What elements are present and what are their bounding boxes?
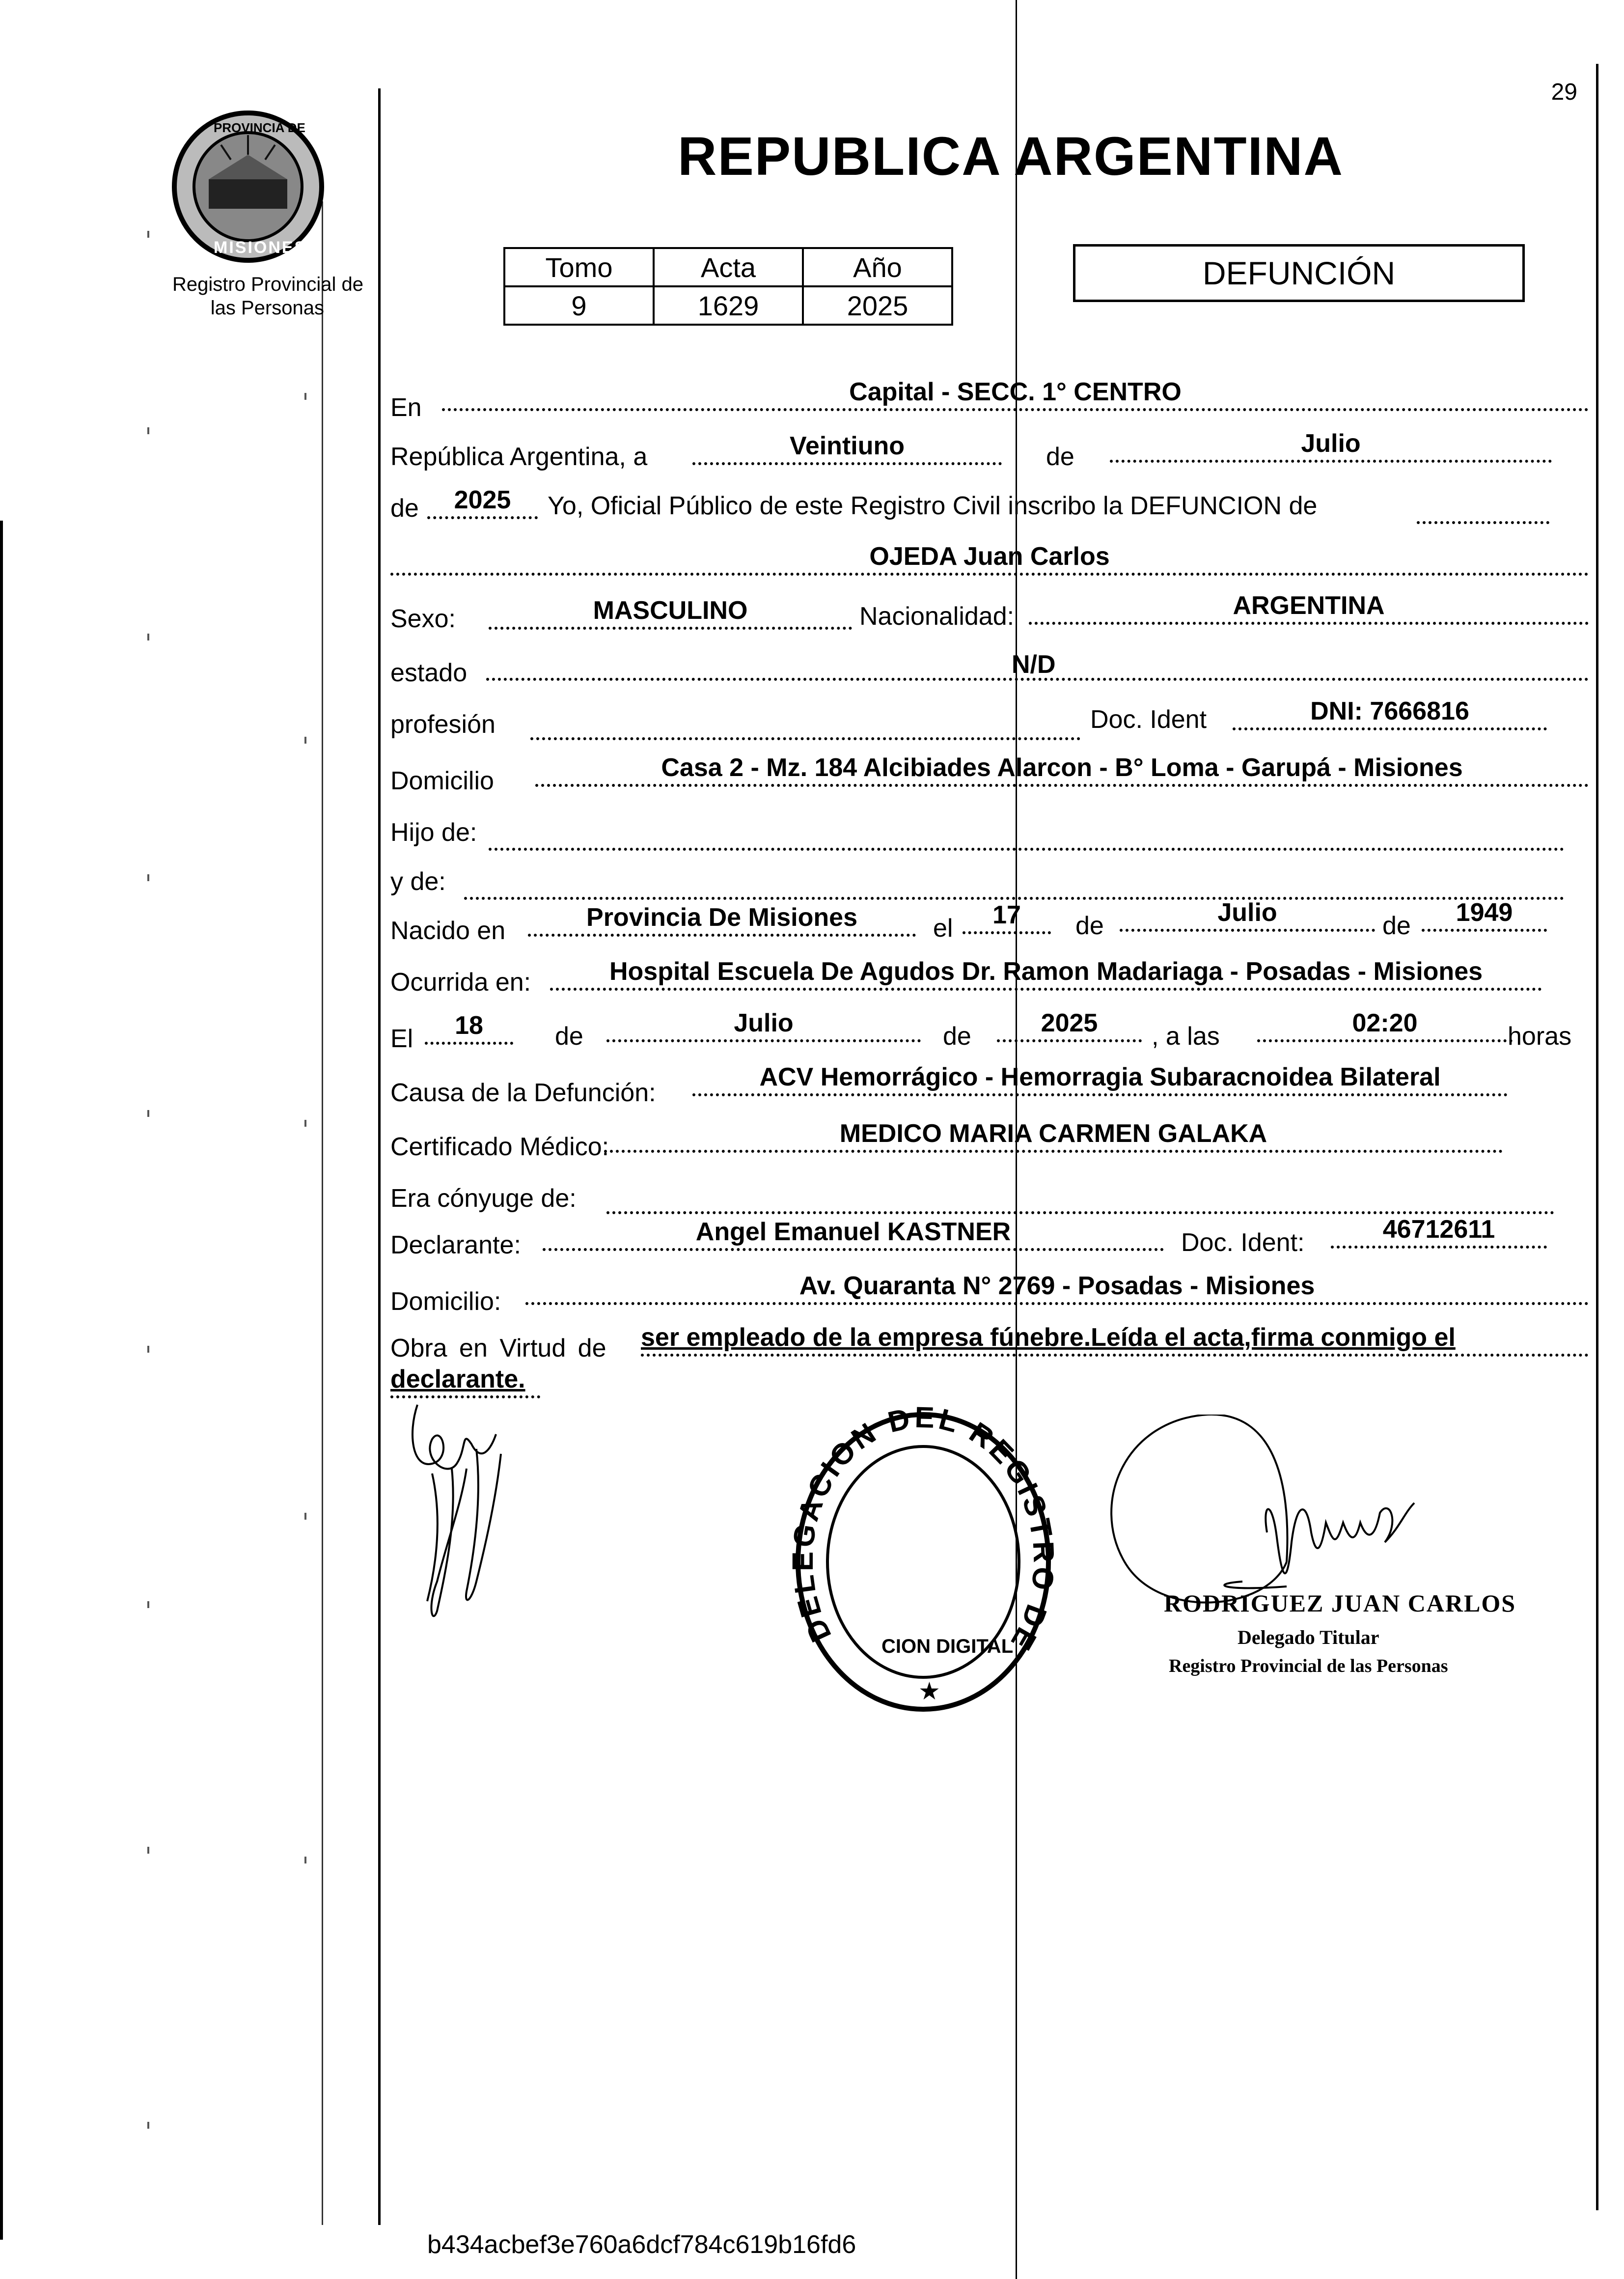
margin-tick — [304, 1857, 306, 1863]
obra-label: Obra en Virtud de — [390, 1334, 606, 1362]
registry-line-2: las Personas — [210, 297, 324, 319]
de-label-3: de — [1075, 912, 1104, 940]
en-label: En — [390, 393, 422, 422]
domicilio-label: Domicilio — [390, 767, 494, 795]
death-time: 02:20 — [1257, 1007, 1513, 1042]
inscribe-text: Yo, Oficial Público de este Registro Civil inscribo la DEFUNCION de — [548, 492, 1318, 520]
conyuge-label: Era cónyuge de: — [390, 1184, 577, 1213]
yde-value — [464, 864, 1564, 900]
margin-tick — [147, 634, 149, 640]
ocurrida-value: Hospital Escuela De Agudos Dr. Ramon Madariaga - Posadas - Misiones — [550, 955, 1542, 991]
margin-tick — [147, 231, 149, 238]
day-words: Veintiuno — [692, 430, 1002, 465]
delegate-org: Registro Provincial de las Personas — [1169, 1656, 1448, 1676]
birth-month: Julio — [1120, 896, 1375, 932]
doc2-label: Doc. Ident: — [1181, 1228, 1305, 1257]
sexo-label: Sexo: — [390, 605, 456, 633]
margin-tick — [304, 393, 306, 400]
de-label-2: de — [390, 494, 419, 523]
left-edge-rule — [0, 521, 3, 2240]
seal-lettering-top: PROVINCIA DE — [214, 120, 305, 135]
page-title: REPUBLICA ARGENTINA — [678, 126, 1344, 187]
declarant-signature — [403, 1395, 525, 1631]
nacionalidad-value: ARGENTINA — [1029, 589, 1589, 625]
yde-label: y de: — [390, 867, 446, 896]
doc-value: DNI: 7666816 — [1233, 695, 1547, 730]
margin-tick — [147, 1110, 149, 1117]
record-header-tomo: Tomo — [504, 248, 654, 286]
hijo-value — [489, 815, 1564, 851]
margin-tick — [147, 427, 149, 434]
el-label: el — [933, 914, 953, 943]
inscribe-trailer — [1417, 489, 1549, 524]
registry-stamp — [786, 1405, 1061, 1719]
de-label-6: de — [943, 1022, 971, 1051]
page-number: 29 — [1551, 79, 1577, 105]
nacido-value: Provincia De Misiones — [528, 901, 916, 937]
obra-value-2: declarante. — [390, 1363, 540, 1398]
de-label-5: de — [555, 1022, 583, 1051]
estado-value: N/D — [486, 648, 1589, 681]
hijo-label: Hijo de: — [390, 818, 477, 847]
el2-label: El — [390, 1025, 413, 1053]
causa-value: ACV Hemorrágico - Hemorragia Subaracnoidea Bilateral — [692, 1061, 1508, 1096]
nacido-label: Nacido en — [390, 917, 506, 945]
domicilio-value: Casa 2 - Mz. 184 Alcibiades Alarcon - B° Loma - Garupá - Misiones — [535, 751, 1589, 787]
record-value-tomo: 9 — [504, 286, 654, 325]
record-header-acta: Acta — [654, 248, 803, 286]
record-value-ano: 2025 — [803, 286, 952, 325]
stamp-inner-text: CION DIGITAL — [881, 1636, 1014, 1657]
doc-label: Doc. Ident — [1090, 705, 1207, 734]
inner-margin-rule — [322, 201, 323, 2225]
record-value-acta: 1629 — [654, 286, 803, 325]
province-seal — [167, 106, 329, 268]
margin-tick — [147, 1601, 149, 1608]
birth-year: 1949 — [1422, 896, 1547, 932]
delegate-name: RODRIGUEZ JUAN CARLOS — [1164, 1589, 1516, 1617]
death-month: Julio — [606, 1007, 921, 1042]
en-value: Capital - SECC. 1° CENTRO — [442, 376, 1589, 411]
registry-caption — [152, 273, 363, 320]
horas-label: horas — [1508, 1022, 1572, 1051]
profesion-label: profesión — [390, 710, 495, 739]
certificado-value: MEDICO MARIA CARMEN GALAKA — [604, 1117, 1503, 1153]
domicilio2-label: Domicilio: — [390, 1287, 501, 1316]
seal-lettering-bottom: MISIONES — [214, 238, 307, 257]
registry-line-1: Registro Provincial de — [172, 274, 363, 295]
margin-tick — [304, 1120, 306, 1127]
de-label-4: de — [1382, 912, 1411, 940]
doc2-value: 46712611 — [1331, 1213, 1547, 1249]
margin-tick — [147, 2122, 149, 2129]
margin-tick — [147, 874, 149, 881]
stamp-text: DELEGACION DEL REGISTRO DE — [786, 1405, 1061, 1658]
record-type-box: DEFUNCIÓN — [1073, 244, 1525, 302]
record-table — [503, 247, 953, 326]
death-year: 2025 — [997, 1007, 1142, 1042]
ocurrida-label: Ocurrida en: — [390, 968, 531, 997]
month: Julio — [1110, 427, 1552, 463]
svg-text:DELEGACION DEL REGISTRO DE LAS — [786, 1405, 1061, 1658]
deceased-name: OJEDA Juan Carlos — [390, 540, 1589, 576]
margin-tick — [147, 1847, 149, 1854]
certificado-label: Certificado Médico: — [390, 1133, 609, 1161]
birth-day: 17 — [963, 899, 1051, 934]
left-margin-rule — [378, 88, 381, 2225]
alas-label: , a las — [1152, 1022, 1220, 1051]
margin-tick — [304, 1513, 306, 1520]
conyuge-value — [606, 1179, 1554, 1214]
declarante-label: Declarante: — [390, 1231, 521, 1259]
estado-label: estado — [390, 659, 468, 687]
nacionalidad-label: Nacionalidad: — [859, 602, 1015, 631]
margin-tick — [304, 737, 306, 744]
delegate-role: Delegado Titular — [1238, 1626, 1379, 1648]
right-margin-rule — [1596, 64, 1598, 2210]
obra-value-1: ser empleado de la empresa fúnebre.Leída el acta,firma conmigo el — [641, 1321, 1589, 1357]
document-hash: b434acbef3e760a6dcf784c619b16fd6 — [427, 2230, 856, 2259]
margin-tick — [147, 1346, 149, 1353]
declarante-value: Angel Emanuel KASTNER — [543, 1216, 1164, 1251]
causa-label: Causa de la Defunción: — [390, 1079, 656, 1107]
death-day: 18 — [425, 1009, 513, 1045]
rep-label: República Argentina, a — [390, 443, 648, 471]
de-label-1: de — [1046, 443, 1074, 471]
year: 2025 — [427, 484, 538, 519]
domicilio2-value: Av. Quaranta N° 2769 - Posadas - Misiones — [525, 1270, 1589, 1305]
sexo-value: MASCULINO — [489, 594, 852, 630]
record-header-ano: Año — [803, 248, 952, 286]
star-icon: ★ — [918, 1677, 940, 1705]
profesion-value — [530, 705, 1080, 740]
